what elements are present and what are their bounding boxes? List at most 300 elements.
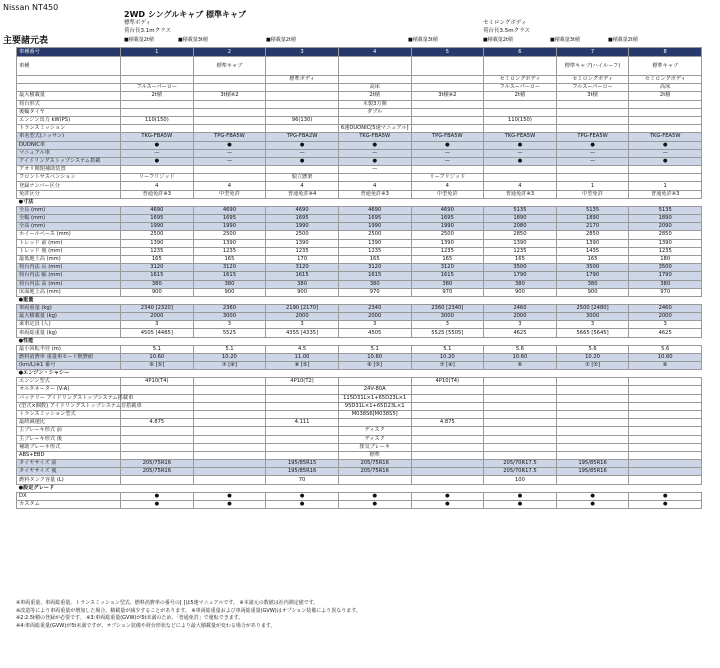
row-label: ●重量 [18, 296, 34, 303]
spec-cell: 2t積 [484, 92, 557, 100]
spec-cell: 高床 [629, 84, 702, 92]
column-header: 6 [484, 48, 557, 57]
spec-cell [411, 476, 484, 484]
spec-row [17, 190, 702, 198]
row-label: トレッド 後 (mm) [17, 247, 121, 255]
row-label: DX [17, 492, 121, 500]
footnote-line: ※4:車両総重量(GVW)が5t未満ですが、オプション装備や荷台形状などにより最大積載量が変わる場合があります。 [16, 622, 276, 629]
spec-cell: 1790 [556, 272, 629, 280]
spec-cell: 1890 [629, 215, 702, 223]
row-label: フロントサスペンション [17, 174, 121, 182]
spec-cell: ダブル [338, 108, 411, 116]
spec-cell: 1235 [411, 247, 484, 255]
spec-cell: 205/75R16 [121, 468, 194, 476]
spec-cell: 3 [411, 321, 484, 329]
spec-cell: 4 [193, 182, 266, 190]
spec-cell [266, 166, 339, 174]
spec-cell: TPG-FBA5W [411, 133, 484, 141]
spec-row [17, 215, 702, 223]
spec-cell: 2500 [411, 231, 484, 239]
spec-cell: ● [338, 141, 411, 149]
spec-cell: ⑥ [629, 362, 702, 370]
row-label [17, 84, 121, 92]
spec-cell [411, 468, 484, 476]
spec-cell: — [338, 149, 411, 157]
spec-cell: ● [121, 500, 194, 508]
spec-cell: 1390 [193, 239, 266, 247]
spec-cell [556, 100, 629, 108]
spec-cell [121, 443, 194, 451]
spec-cell: 10.60 [484, 353, 557, 361]
spec-cell: フルスーパーロー [556, 84, 629, 92]
spec-cell [266, 435, 339, 443]
row-label: 床面地上高 (mm) [17, 288, 121, 296]
spec-cell [556, 443, 629, 451]
spec-cell: 1235 [121, 247, 194, 255]
spec-cell: 1615 [193, 272, 266, 280]
spec-cell: 195/85R16 [556, 460, 629, 468]
row-label: エンジン型式 [17, 378, 121, 386]
spec-cell: 3 [266, 321, 339, 329]
spec-row [17, 92, 702, 100]
spec-cell: 180 [629, 255, 702, 263]
spec-cell [193, 419, 266, 427]
spec-cell: 4.111 [266, 419, 339, 427]
column-header: 3 [266, 48, 339, 57]
row-label: 免許区分 [17, 190, 121, 198]
spec-cell: 10.20 [411, 353, 484, 361]
spec-cell: 普通免許※3 [121, 190, 194, 198]
spec-cell [266, 427, 339, 435]
body-line: セミロングボディ [483, 20, 527, 26]
spec-cell [556, 402, 629, 410]
spec-cell: 標準 [338, 451, 411, 459]
spec-cell [411, 100, 484, 108]
spec-cell: 2t積 [121, 92, 194, 100]
spec-cell [484, 427, 557, 435]
spec-cell: 1695 [193, 215, 266, 223]
spec-cell: 1390 [266, 239, 339, 247]
spec-cell: 900 [484, 288, 557, 296]
row-label: 車種 [17, 57, 121, 76]
spec-cell [629, 476, 702, 484]
row-label: 登録ナンバー区分 [17, 182, 121, 190]
spec-cell: 1615 [121, 272, 194, 280]
spec-row [17, 427, 702, 435]
spec-cell [121, 410, 194, 418]
spec-cell: 5.1 [193, 345, 266, 353]
spec-cell: セミロングボディ [484, 76, 557, 84]
spec-cell [193, 402, 266, 410]
spec-cell [121, 166, 194, 174]
spec-cell [484, 100, 557, 108]
spec-cell: 380 [121, 280, 194, 288]
spec-cell [338, 419, 411, 427]
spec-cell: 195/85R16 [266, 468, 339, 476]
spec-cell: 4.875 [121, 419, 194, 427]
spec-cell: — [556, 157, 629, 165]
row-label: 荷台内法 長 (mm) [17, 264, 121, 272]
spec-cell: 3500 [629, 264, 702, 272]
spec-cell: 1695 [411, 215, 484, 223]
spec-row [17, 116, 702, 124]
spec-cell: 195/85R15 [266, 460, 339, 468]
spec-row [17, 362, 702, 370]
spec-cell [121, 57, 194, 76]
spec-row [17, 288, 702, 296]
legend-item: ■積載量3t積 [550, 37, 580, 43]
spec-row [17, 410, 702, 418]
spec-cell: ● [411, 492, 484, 500]
spec-cell [266, 410, 339, 418]
spec-row [17, 166, 702, 174]
spec-cell: ● [266, 157, 339, 165]
spec-row [17, 141, 702, 149]
row-label: 荷台内法 高 (mm) [17, 280, 121, 288]
spec-cell: 4355 [4335] [266, 329, 339, 337]
spec-cell: ● [556, 141, 629, 149]
footnote-line: ※改造等により車両重量が増加した場合、積載量が減少することがあります。 ※車両総重量および車両総重量(GVW)はオプション装備により異なります。 [16, 607, 361, 614]
spec-cell: 5.6 [556, 345, 629, 353]
spec-cell: ● [193, 500, 266, 508]
spec-cell: 2000 [484, 313, 557, 321]
legend-item: ■積載量3t積 [178, 37, 208, 43]
spec-cell: ● [629, 492, 702, 500]
row-label: トランスミッション [17, 125, 121, 133]
spec-cell [193, 174, 266, 182]
spec-cell: 970 [411, 288, 484, 296]
spec-cell: TKG-FEA5W [484, 133, 557, 141]
row-label: アオリ開閉補助装置 [17, 166, 121, 174]
spec-cell: 2500 [2480] [556, 304, 629, 312]
spec-row [17, 402, 702, 410]
spec-cell: 1 [629, 182, 702, 190]
row-label: 燃料消費率 重量車モード燃費値 [17, 353, 121, 361]
row-label: 最低地上高 (mm) [17, 255, 121, 263]
spec-cell: 900 [121, 288, 194, 296]
spec-row [17, 304, 702, 312]
spec-cell [629, 108, 702, 116]
section-heading-row [17, 296, 702, 304]
spec-row [17, 460, 702, 468]
spec-cell: 1615 [411, 272, 484, 280]
spec-cell: リーフリジッド [411, 174, 484, 182]
spec-cell [556, 108, 629, 116]
spec-cell [193, 435, 266, 443]
spec-cell: 1990 [338, 223, 411, 231]
spec-cell: 205/75R16 [338, 468, 411, 476]
spec-cell: 970 [338, 288, 411, 296]
row-label: 燃料タンク容量 (L) [17, 476, 121, 484]
spec-cell: 独立懸架 [266, 174, 339, 182]
spec-cell: 3500 [556, 264, 629, 272]
spec-cell [193, 394, 266, 402]
spec-cell: 1235 [266, 247, 339, 255]
spec-cell: 3 [193, 321, 266, 329]
spec-cell: 5.1 [338, 345, 411, 353]
spec-cell [629, 174, 702, 182]
spec-cell: 4690 [266, 206, 339, 214]
spec-cell: 4690 [121, 206, 194, 214]
spec-cell: 380 [629, 280, 702, 288]
spec-cell: 5135 [484, 206, 557, 214]
spec-cell: 380 [193, 280, 266, 288]
spec-cell: 中型免許 [411, 190, 484, 198]
spec-cell [193, 443, 266, 451]
spec-cell: セミロングボディ [629, 76, 702, 84]
spec-cell: 5135 [629, 206, 702, 214]
spec-cell: ● [121, 141, 194, 149]
spec-cell [266, 386, 339, 394]
column-header: 車種番号 [17, 48, 121, 57]
spec-cell: 2850 [556, 231, 629, 239]
spec-row [17, 394, 702, 402]
spec-row [17, 451, 702, 459]
spec-cell: ● [484, 492, 557, 500]
spec-cell: 205/70R17.5 [484, 468, 557, 476]
row-label: 荷台内法 幅 (mm) [17, 272, 121, 280]
spec-cell: 4625 [484, 329, 557, 337]
spec-cell [556, 435, 629, 443]
spec-cell: 3 [338, 321, 411, 329]
spec-cell [266, 92, 339, 100]
spec-row [17, 84, 702, 92]
spec-cell: 24V-80A [338, 386, 411, 394]
spec-cell: 10.20 [193, 353, 266, 361]
spec-cell: 2000 [266, 313, 339, 321]
spec-cell: 1390 [411, 239, 484, 247]
spec-cell: ● [338, 500, 411, 508]
spec-cell: 165 [193, 255, 266, 263]
spec-row [17, 149, 702, 157]
spec-cell: 195/85R16 [556, 468, 629, 476]
spec-cell [121, 435, 194, 443]
spec-cell: 1990 [266, 223, 339, 231]
spec-cell [629, 410, 702, 418]
spec-cell: — [556, 149, 629, 157]
spec-cell: 900 [193, 288, 266, 296]
row-label: トレッド 前 (mm) [17, 239, 121, 247]
spec-cell: 1390 [629, 239, 702, 247]
spec-cell: ⑥ [⑤] [121, 362, 194, 370]
column-header: 5 [411, 48, 484, 57]
row-label: ●設定グレード [18, 484, 55, 491]
spec-cell [193, 460, 266, 468]
spec-cell: 標準ボディ [266, 76, 339, 84]
spec-cell [338, 57, 411, 76]
spec-cell: 2500 [338, 231, 411, 239]
spec-cell: 3 [484, 321, 557, 329]
spec-cell [484, 166, 557, 174]
spec-cell: — [411, 149, 484, 157]
spec-cell: ● [556, 500, 629, 508]
spec-cell: 1235 [338, 247, 411, 255]
spec-row [17, 182, 702, 190]
spec-row [17, 76, 702, 84]
spec-row [17, 174, 702, 182]
spec-cell: 1890 [484, 215, 557, 223]
spec-cell: ● [338, 492, 411, 500]
body-line: 荷台長3.1mクラス [124, 27, 171, 34]
row-label: ●性能 [18, 337, 34, 344]
spec-row [17, 500, 702, 508]
spec-table [16, 47, 702, 509]
spec-cell: 5525 [193, 329, 266, 337]
spec-cell: フルスーパーロー [484, 84, 557, 92]
spec-cell: 4 [121, 182, 194, 190]
column-header-row [17, 48, 702, 57]
spec-cell: ● [411, 141, 484, 149]
spec-row [17, 468, 702, 476]
row-label: タイヤサイズ 後 [17, 468, 121, 476]
spec-row [17, 239, 702, 247]
spec-cell [266, 84, 339, 92]
spec-cell: 1990 [411, 223, 484, 231]
row-label: 最終減速比 [17, 419, 121, 427]
spec-cell: 4P10(T4) [121, 378, 194, 386]
spec-cell: 3t積 [556, 92, 629, 100]
spec-cell: TKG-FBA5W [121, 133, 194, 141]
spec-cell [266, 57, 339, 76]
row-label: 後輪タイヤ [17, 108, 121, 116]
spec-cell: 4P10(T2) [266, 378, 339, 386]
spec-cell: セミロングボディ [556, 76, 629, 84]
spec-cell: 1615 [266, 272, 339, 280]
spec-cell: ● [193, 492, 266, 500]
body-line: 荷台長3.5mクラス [483, 27, 530, 34]
spec-cell: 5.1 [121, 345, 194, 353]
row-label: 乗車定員 (人) [17, 321, 121, 329]
spec-cell [411, 394, 484, 402]
section-heading-row [17, 370, 702, 378]
spec-cell: 4.5 [266, 345, 339, 353]
row-label: エンジン出力 kW(PS) [17, 116, 121, 124]
spec-cell: 3t積※2 [411, 92, 484, 100]
row-label: 全長 (mm) [17, 206, 121, 214]
legend-item: ■積載量2t積 [266, 37, 296, 43]
spec-cell: 1990 [193, 223, 266, 231]
spec-cell [556, 116, 629, 124]
spec-cell: — [411, 157, 484, 165]
spec-cell [193, 427, 266, 435]
spec-cell: 10.60 [121, 353, 194, 361]
spec-cell: 中型免許 [193, 190, 266, 198]
row-label: 車両重量 (kg) [17, 304, 121, 312]
footnote-line: ※2:2.5t積の登録が必要です。 ※3:車両総重量(GVW)が5t未満のため、「普通免許」で運転できます。 [16, 615, 244, 622]
spec-cell: 900 [266, 288, 339, 296]
spec-row [17, 57, 702, 76]
spec-cell: 1235 [193, 247, 266, 255]
section-heading-row [17, 198, 702, 206]
spec-cell: ⑦ [⑤] [556, 362, 629, 370]
section-heading-row [17, 337, 702, 345]
row-label: ABS+EBD [17, 451, 121, 459]
spec-cell [484, 108, 557, 116]
spec-cell: ⑥ [484, 362, 557, 370]
spec-cell [556, 476, 629, 484]
section-title: 主要諸元表 [3, 36, 49, 46]
spec-cell [121, 108, 194, 116]
spec-row [17, 133, 702, 141]
spec-cell [411, 108, 484, 116]
spec-cell [338, 476, 411, 484]
spec-cell: 2500 [121, 231, 194, 239]
spec-cell [556, 378, 629, 386]
spec-cell [193, 468, 266, 476]
row-label: 荷台形式 [17, 100, 121, 108]
spec-cell [556, 427, 629, 435]
row-label [17, 76, 121, 84]
row-label: 最大積載量 [17, 92, 121, 100]
spec-cell [121, 476, 194, 484]
spec-cell: 115D31L×1+65D23L×1 [338, 394, 411, 402]
spec-cell [556, 394, 629, 402]
spec-cell: TPG-FBA2W [266, 133, 339, 141]
spec-cell [266, 451, 339, 459]
spec-cell: 普通免許※3 [629, 190, 702, 198]
spec-cell [629, 468, 702, 476]
spec-cell [411, 427, 484, 435]
spec-cell: ● [193, 141, 266, 149]
spec-row [17, 157, 702, 165]
spec-cell [411, 386, 484, 394]
spec-cell [121, 386, 194, 394]
spec-cell: 110(150) [484, 116, 557, 124]
spec-row [17, 378, 702, 386]
spec-cell [266, 108, 339, 116]
spec-cell [193, 378, 266, 386]
row-label: 補助ブレーキ形式 [17, 443, 121, 451]
spec-cell [411, 451, 484, 459]
spec-cell: 1890 [556, 215, 629, 223]
spec-cell: — [484, 149, 557, 157]
spec-cell: 1615 [338, 272, 411, 280]
body-line: 標準ボディ [124, 20, 152, 26]
row-label: 車名型式(ニッサン) [17, 133, 121, 141]
row-label: 主ブレーキ形式 前 [17, 427, 121, 435]
spec-cell: 1790 [629, 272, 702, 280]
spec-cell: — [629, 149, 702, 157]
spec-cell: 普通免許※3 [484, 190, 557, 198]
legend-item: ■積載量2t積 [124, 37, 154, 43]
spec-row [17, 206, 702, 214]
spec-cell [484, 402, 557, 410]
row-label: マニュアル車 [17, 149, 121, 157]
spec-cell: TPG-FBA5W [193, 133, 266, 141]
row-label: 主ブレーキ形式 後 [17, 435, 121, 443]
row-label: ●エンジン・シャシー [18, 370, 70, 377]
spec-cell: 中型免許 [556, 190, 629, 198]
spec-cell [411, 84, 484, 92]
spec-cell [193, 476, 266, 484]
spec-cell [629, 419, 702, 427]
spec-cell: 205/75R16 [121, 460, 194, 468]
spec-cell: M038S6[M038S5] [338, 410, 411, 418]
spec-cell [629, 443, 702, 451]
spec-cell: 1695 [121, 215, 194, 223]
spec-row [17, 247, 702, 255]
spec-cell: 普通免許※3 [338, 190, 411, 198]
row-label: 車両総重量 (kg) [17, 329, 121, 337]
spec-cell: 10.60 [629, 353, 702, 361]
spec-cell: 2190 [2170] [266, 304, 339, 312]
row-label: (型式×個数) アイドリングストップシステム非搭載車 [17, 402, 121, 410]
spec-cell: 165 [484, 255, 557, 263]
column-header: 2 [193, 48, 266, 57]
spec-cell [484, 451, 557, 459]
spec-cell: ● [484, 157, 557, 165]
spec-cell [556, 125, 629, 133]
